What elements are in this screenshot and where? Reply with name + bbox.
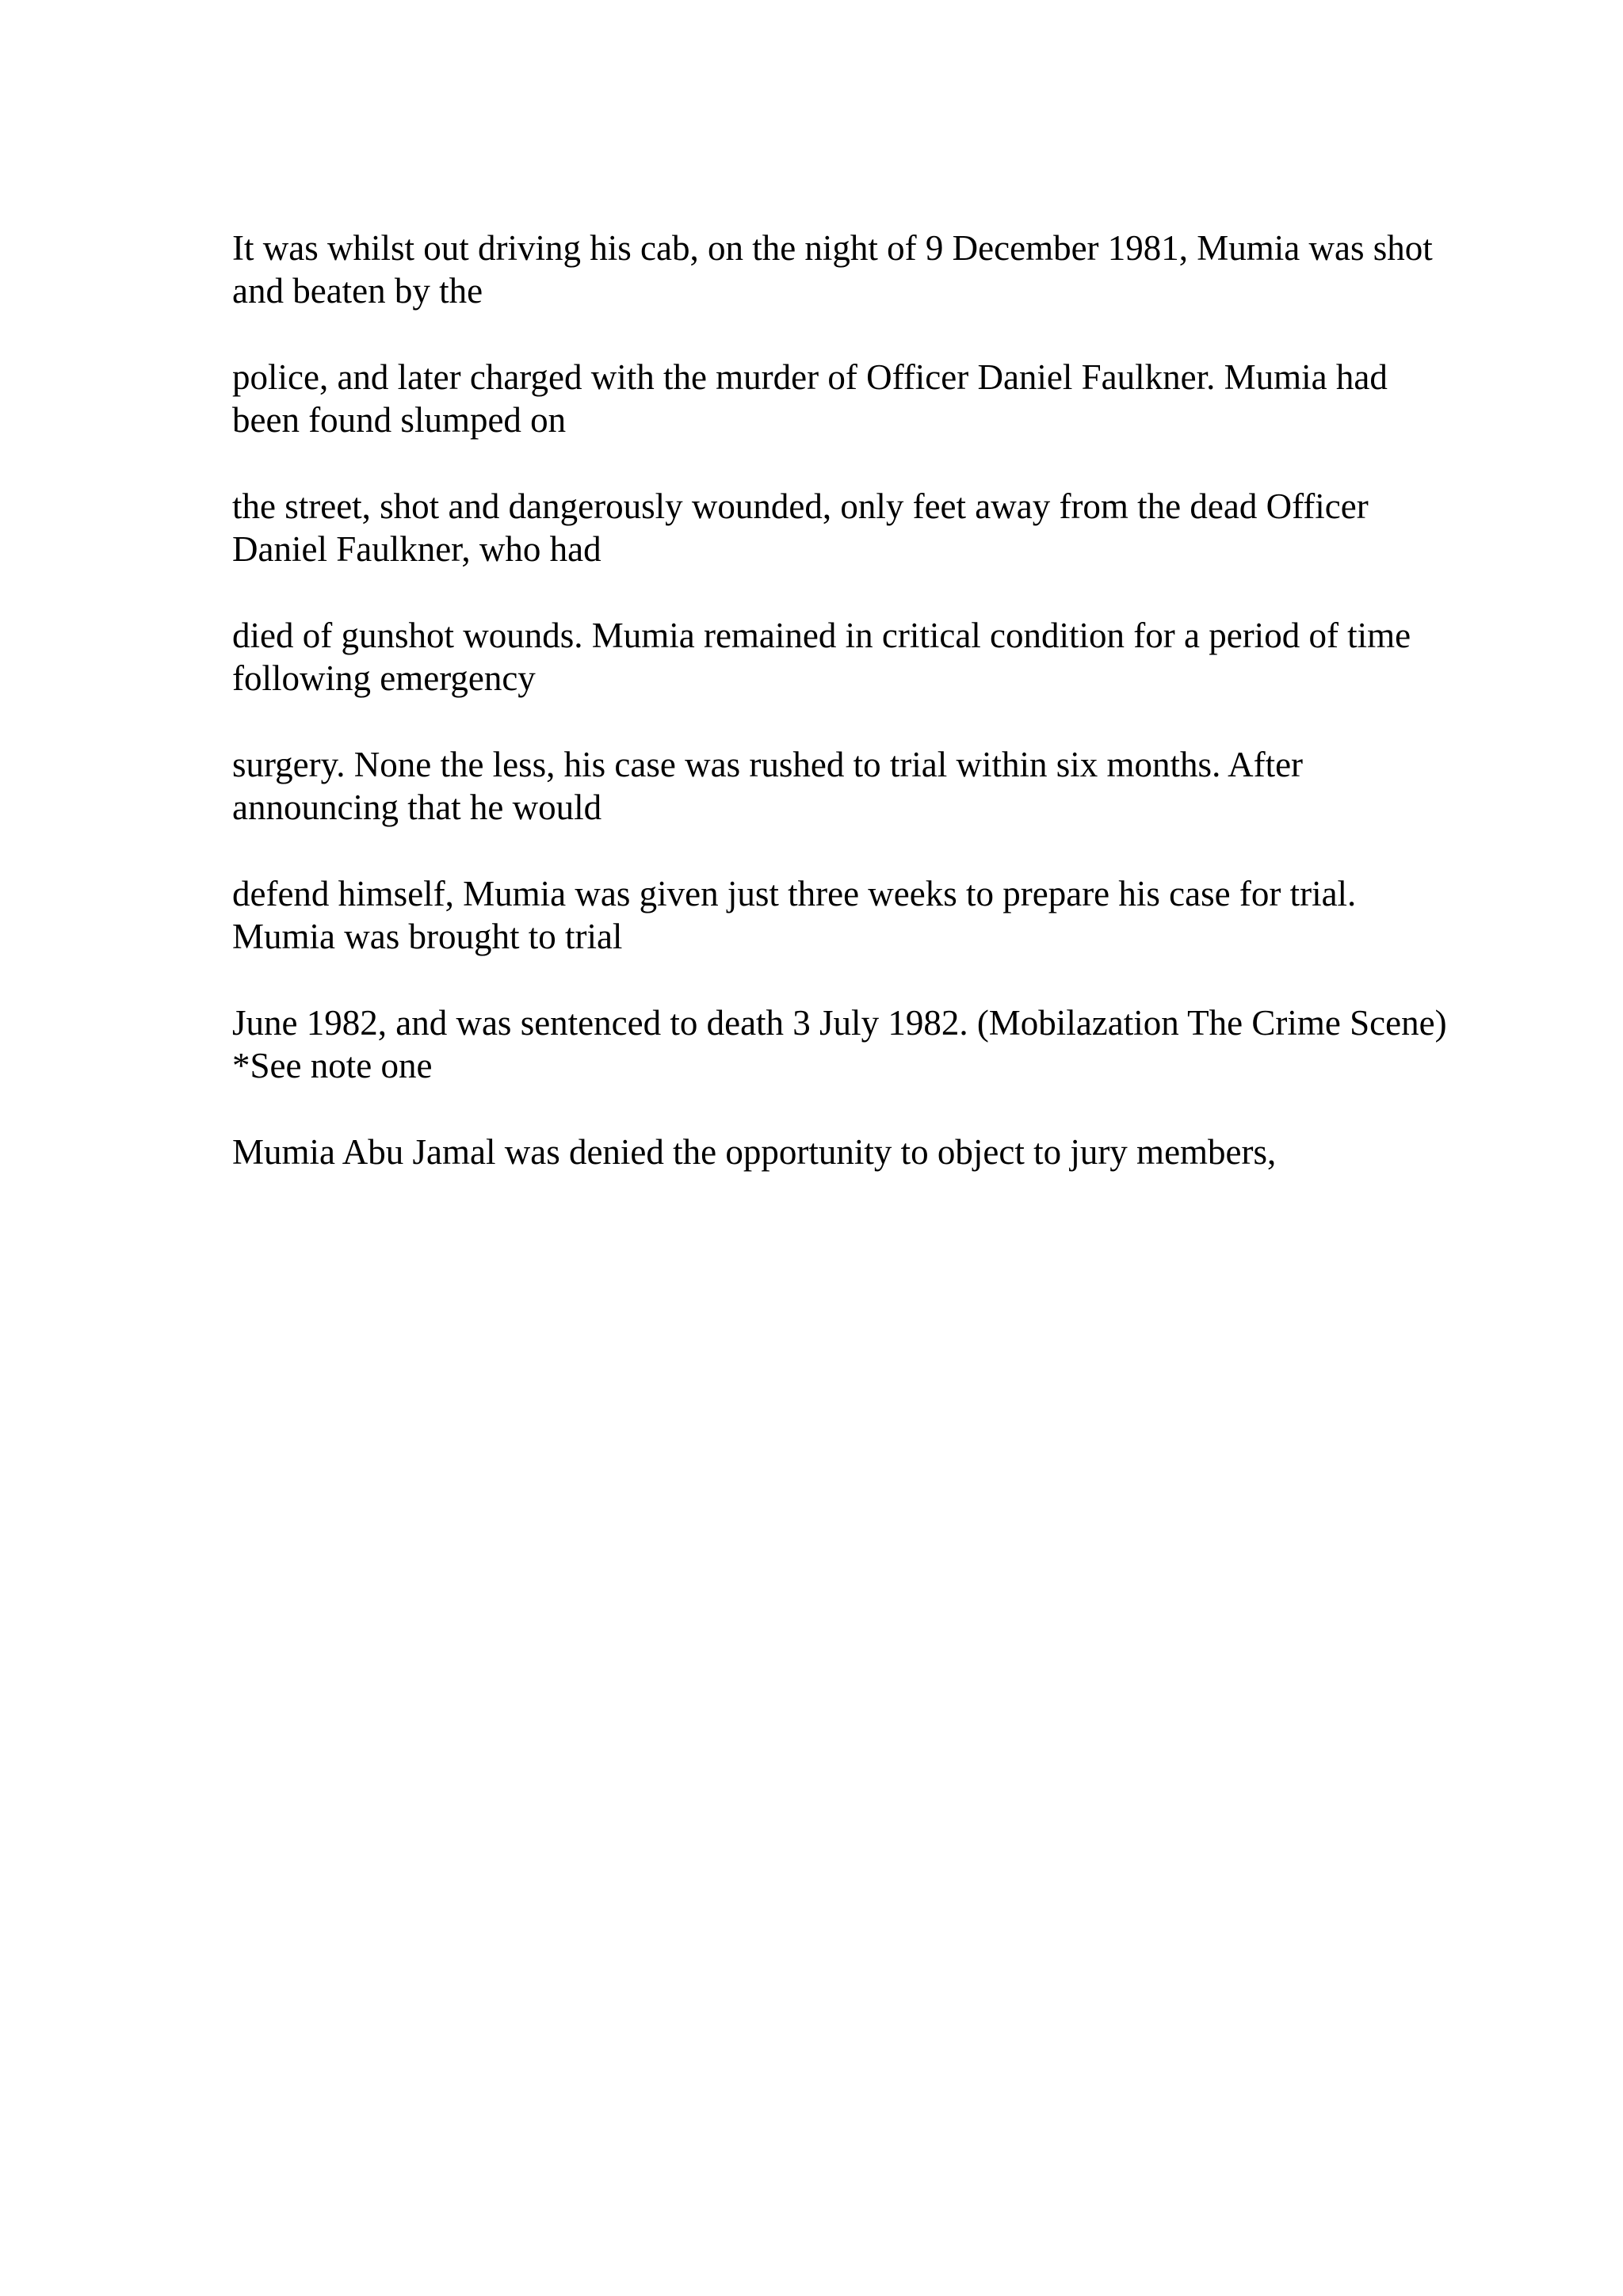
paragraph-4 bbox=[232, 614, 1516, 700]
paragraph-line: police, and later charged with the murder of Officer Daniel Faulkner. Mumia had bbox=[232, 357, 1388, 397]
paragraph-line: Mumia was brought to trial bbox=[232, 917, 623, 956]
paragraph-line: been found slumped on bbox=[232, 400, 567, 440]
paragraph-3 bbox=[232, 485, 1516, 570]
paragraph-line: announcing that he would bbox=[232, 788, 602, 827]
paragraph-2 bbox=[232, 356, 1516, 441]
paragraph-line: surgery. None the less, his case was rushed to trial within six months. After bbox=[232, 745, 1304, 784]
paragraph-line: died of gunshot wounds. Mumia remained in critical condition for a period of time bbox=[232, 616, 1411, 655]
document-body bbox=[232, 227, 1516, 1217]
paragraph-line: June 1982, and was sentenced to death 3 July 1982. (Mobilazation The Crime Scene) bbox=[232, 1003, 1447, 1043]
paragraph-5 bbox=[232, 743, 1516, 829]
paragraph-8 bbox=[232, 1131, 1516, 1173]
paragraph-line: It was whilst out driving his cab, on the night of 9 December 1981, Mumia was shot bbox=[232, 228, 1433, 268]
paragraph-1 bbox=[232, 227, 1516, 312]
paragraph-line: *See note one bbox=[232, 1046, 433, 1085]
paragraph-line: Daniel Faulkner, who had bbox=[232, 529, 601, 569]
paragraph-7 bbox=[232, 1001, 1516, 1087]
paragraph-line: defend himself, Mumia was given just three weeks to prepare his case for trial. bbox=[232, 874, 1357, 913]
paragraph-6 bbox=[232, 872, 1516, 958]
paragraph-line: the street, shot and dangerously wounded, only feet away from the dead Officer bbox=[232, 486, 1369, 526]
paragraph-line: Mumia Abu Jamal was denied the opportunity to object to jury members, bbox=[232, 1132, 1277, 1172]
paragraph-line: following emergency bbox=[232, 658, 536, 698]
paragraph-line: and beaten by the bbox=[232, 271, 483, 311]
